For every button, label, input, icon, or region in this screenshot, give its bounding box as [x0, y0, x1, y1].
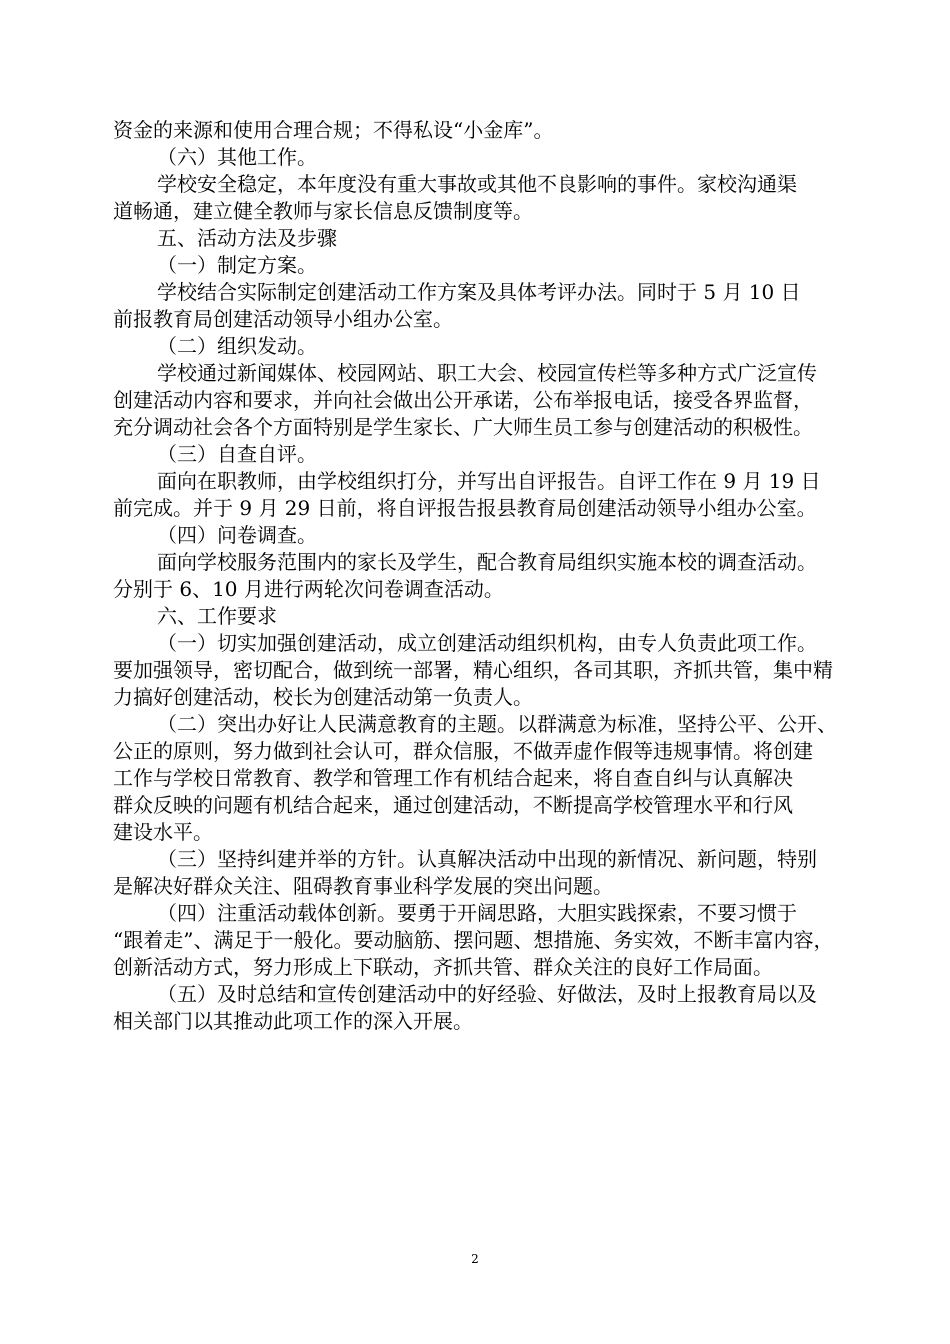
text-line: （二）突出办好让人民满意教育的主题。以群满意为标准，坚持公平、公开、: [157, 712, 837, 736]
text-line: （一）制定方案。: [157, 253, 317, 277]
text-line: 面向学校服务范围内的家长及学生，配合教育局组织实施本校的调查活动。: [157, 550, 817, 574]
text-line: 公正的原则，努力做到社会认可，群众信服，不做弄虚作假等违规事情。将创建: [113, 739, 813, 763]
text-line: （六）其他工作。: [157, 145, 317, 169]
page-number: 2: [471, 1252, 479, 1266]
text-line: 道畅通，建立健全教师与家长信息反馈制度等。: [113, 199, 533, 223]
text-line: 是解决好群众关注、阻碍教育事业科学发展的突出问题。: [113, 874, 613, 898]
text-line: 前完成。并于 9 月 29 日前，将自评报告报县教育局创建活动领导小组办公室。: [113, 496, 817, 520]
text-line: 面向在职教师，由学校组织打分，并写出自评报告。自评工作在 9 月 19 日: [157, 469, 821, 493]
text-line: 资金的来源和使用合理合规；不得私设“小金库”。: [113, 118, 554, 142]
text-line: （一）切实加强创建活动，成立创建活动组织机构，由专人负责此项工作。: [157, 631, 817, 655]
text-line: 充分调动社会各个方面特别是学生家长、广大师生员工参与创建活动的积极性。: [113, 415, 813, 439]
text-line: “跟着走”、满足于一般化。要动脑筋、摆问题、想措施、务实效，不断丰富内容，: [113, 928, 834, 952]
text-line: 学校安全稳定，本年度没有重大事故或其他不良影响的事件。家校沟通渠: [157, 172, 797, 196]
text-line: 五、活动方法及步骤: [157, 226, 337, 250]
text-line: （四）问卷调查。: [157, 523, 317, 547]
text-line: 群众反映的问题有机结合起来，通过创建活动，不断提高学校管理水平和行风: [113, 793, 793, 817]
text-line: 六、工作要求: [157, 604, 277, 628]
text-line: 相关部门以其推动此项工作的深入开展。: [113, 1009, 473, 1033]
text-line: 前报教育局创建活动领导小组办公室。: [113, 307, 453, 331]
text-line: 学校结合实际制定创建活动工作方案及具体考评办法。同时于 5 月 10 日: [157, 280, 801, 304]
text-line: 建设水平。: [113, 820, 213, 844]
text-line: 分别于 6、10 月进行两轮次问卷调查活动。: [113, 577, 504, 601]
text-line: 要加强领导，密切配合，做到统一部署，精心组织，各司其职，齐抓共管，集中精: [113, 658, 833, 682]
text-line: （三）坚持纠建并举的方针。认真解决活动中出现的新情况、新问题，特别: [157, 847, 817, 871]
text-line: 工作与学校日常教育、教学和管理工作有机结合起来，将自查自纠与认真解决: [113, 766, 793, 790]
text-line: 创新活动方式，努力形成上下联动，齐抓共管、群众关注的良好工作局面。: [113, 955, 773, 979]
text-line: （二）组织发动。: [157, 334, 317, 358]
text-line: 力搞好创建活动，校长为创建活动第一负责人。: [113, 685, 533, 709]
text-line: （四）注重活动载体创新。要勇于开阔思路，大胆实践探索，不要习惯于: [157, 901, 797, 925]
text-line: 学校通过新闻媒体、校园网站、职工大会、校园宣传栏等多种方式广泛宣传: [157, 361, 817, 385]
document-body: [113, 117, 870, 1035]
text-line: （三）自查自评。: [157, 442, 317, 466]
text-line: （五）及时总结和宣传创建活动中的好经验、好做法，及时上报教育局以及: [157, 982, 817, 1006]
text-line: 创建活动内容和要求，并向社会做出公开承诺，公布举报电话，接受各界监督，: [113, 388, 813, 412]
